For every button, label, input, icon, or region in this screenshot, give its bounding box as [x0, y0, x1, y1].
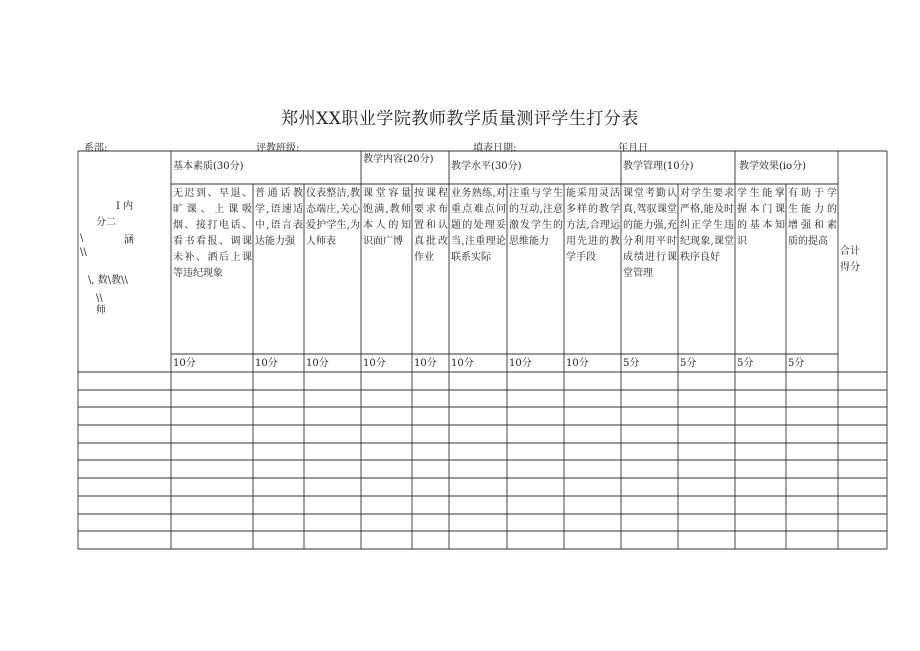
- criterion-11: 学生能掌握本门课的基本知识: [737, 188, 785, 247]
- criterion-10: 对学生要求严格,能及时纠正学生违纪现象,课堂秩序良好: [680, 188, 734, 263]
- criterion-12: 有助于学生能力的增强和素质的提高: [788, 188, 837, 247]
- criterion-3: 仪表整洁,教态端庄,关心爱护学生,为人师表: [306, 188, 360, 247]
- score-10: 5分: [680, 358, 697, 369]
- criterion-4: 课堂容量饱满,教师本人的知识面广博: [363, 188, 411, 247]
- score-11: 5分: [737, 358, 754, 369]
- corner-text-1: I 内: [116, 201, 134, 212]
- group-header-effect: 教学效果(io分): [739, 161, 807, 172]
- score-6: 10分: [451, 358, 474, 369]
- corner-text-5: \\: [80, 247, 87, 258]
- criterion-2: 普通话教学,语速适中,语言表达能力强: [255, 188, 303, 247]
- score-1: 10分: [173, 358, 196, 369]
- score-7: 10分: [509, 358, 532, 369]
- corner-text-7: \\: [96, 293, 103, 304]
- criterion-8: 能采用灵活多样的教学方法,合理运用先进的教学手段: [566, 188, 620, 263]
- group-header-basic: 基本素质(30分): [173, 161, 244, 172]
- date-label: 填表日期:: [473, 143, 517, 154]
- date-value: 年月日: [618, 143, 648, 154]
- score-8: 10分: [566, 358, 589, 369]
- corner-cell: [80, 196, 170, 346]
- group-header-content: 教学内容(20分): [363, 154, 434, 165]
- group-header-management: 教学管理(10分): [623, 161, 694, 172]
- total-header: 合计得分: [840, 246, 860, 273]
- score-2: 10分: [255, 358, 278, 369]
- score-5: 10分: [414, 358, 437, 369]
- score-12: 5分: [788, 358, 805, 369]
- score-9: 5分: [623, 358, 640, 369]
- corner-text-4: 涵: [124, 235, 134, 246]
- corner-text-2: 分二: [96, 217, 116, 228]
- criterion-6: 业务熟练,对重点难点问题的处理妥当,注重理论联系实际: [451, 188, 506, 263]
- criterion-5: 按课程要求布置和认真批改作业: [414, 188, 448, 263]
- corner-text-8: 师: [96, 305, 106, 316]
- criterion-7: 注重与学生的互动,注意激发学生的思维能力: [509, 188, 563, 247]
- dept-label: 系部:: [84, 143, 108, 154]
- corner-text-6: \, 数\教\\: [88, 275, 128, 286]
- score-4: 10分: [363, 358, 386, 369]
- page-title: 郑州XX职业学院教师教学质量测评学生打分表: [281, 109, 639, 129]
- corner-text-3: \: [80, 233, 84, 244]
- criterion-9: 课堂考勤认真,驾驭课堂的能力强,充分利用平时成绩进行课堂管理: [623, 188, 677, 279]
- group-header-level: 教学水平(30分): [451, 161, 522, 172]
- criterion-1: 无迟到、早退、旷课、上课吸烟、接打电话、看书看报、调课未补、酒后上课等违纪现象: [173, 188, 252, 279]
- score-3: 10分: [306, 358, 329, 369]
- class-label: 评教班级:: [256, 143, 300, 154]
